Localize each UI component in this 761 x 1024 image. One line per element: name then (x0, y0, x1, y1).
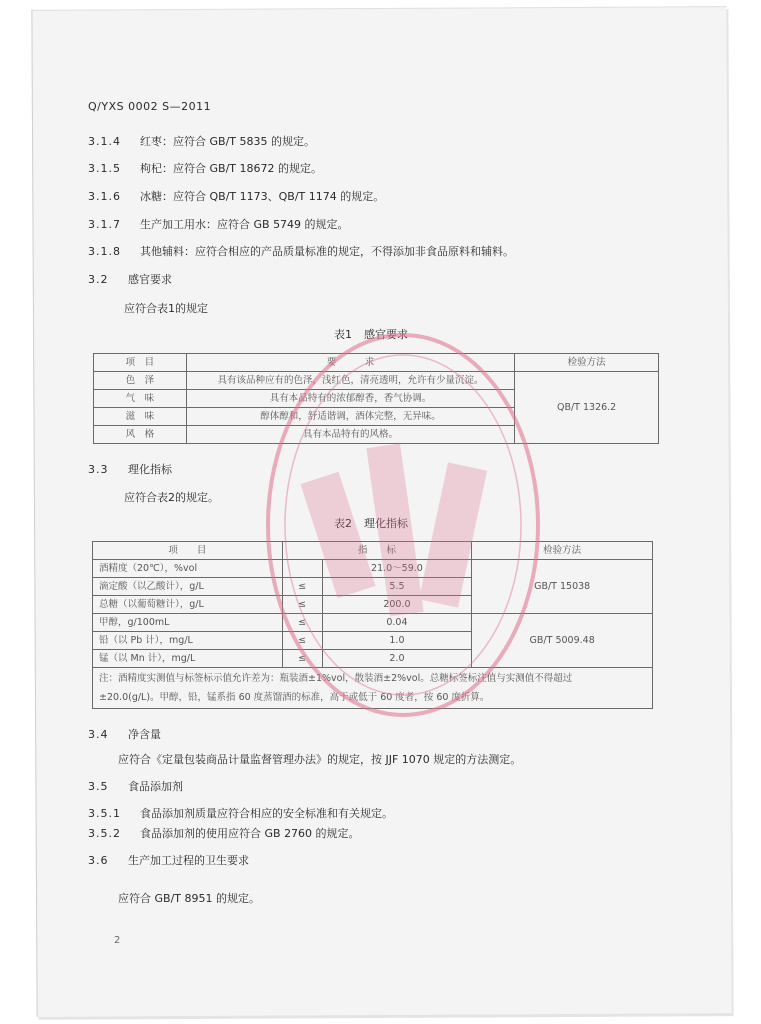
table1-caption-label: 表1 (334, 328, 352, 341)
clause-3-1-8 (88, 243, 514, 259)
section-3-3-heading (88, 461, 172, 477)
table-cell-requirement: 具有该品种应有的色泽，浅红色，清亮透明，允许有少量沉淀。 (186, 372, 514, 390)
clause-number: 3.1.8 (88, 245, 121, 258)
section-title: 食品添加剂 (128, 780, 183, 793)
page-number: 2 (114, 935, 121, 946)
table-note-cell (93, 668, 653, 709)
table-note-line: 注：酒精度实测值与标签标示值允许差为：瓶装酒±1%vol，散装酒±2%vol。总糖标签标注值与实测值不得超过 (99, 673, 573, 684)
section-3-6-heading (88, 852, 249, 868)
table-cell-requirement: 醇体醇和，舒适谐调，酒体完整，无异味。 (186, 408, 514, 426)
table-cell-operator (282, 560, 322, 578)
table-cell-value: 0.04 (322, 614, 472, 632)
section-number: 3.4 (88, 728, 109, 741)
table-row (93, 560, 653, 578)
clause-text: 食品添加剂质量应符合相应的安全标准和有关规定。 (140, 807, 393, 820)
section-3-4-heading (88, 726, 161, 742)
section-3-4-body: 应符合《定量包装商品计量监督管理办法》的规定，按 JJF 1070 规定的方法测定。 (118, 753, 522, 766)
clause-number: 3.1.6 (88, 190, 121, 203)
clause-3-5-1 (88, 805, 393, 821)
table-cell-item: 气 味 (94, 390, 187, 408)
clause-text: 冰糖：应符合 QB/T 1173、QB/T 1174 的规定。 (140, 190, 385, 203)
table-note-row (93, 668, 653, 709)
section-3-2-intro: 应符合表1的规定 (124, 302, 208, 315)
table-header-cell: 项 目 (93, 542, 283, 560)
table-cell-item: 酒精度（20℃），%vol (93, 560, 283, 578)
table-header-cell: 检验方法 (472, 542, 653, 560)
table-cell-item: 色 泽 (94, 372, 187, 390)
table-cell-value: 200.0 (322, 596, 472, 614)
table-cell-value: 21.0～59.0 (322, 560, 472, 578)
clause-number: 3.5.1 (88, 807, 121, 820)
table-cell-operator: ≤ (282, 596, 322, 614)
table2-physicochemical (92, 541, 653, 709)
clause-3-1-4 (88, 133, 315, 149)
table-cell-method: QB/T 1326.2 (515, 372, 659, 444)
clause-text: 生产加工用水：应符合 GB 5749 的规定。 (140, 218, 349, 231)
section-title: 理化指标 (128, 463, 172, 476)
section-number: 3.3 (88, 463, 109, 476)
section-title: 感官要求 (128, 273, 172, 286)
table-header-row (94, 354, 659, 372)
table-row (93, 614, 653, 632)
clause-text: 红枣：应符合 GB/T 5835 的规定。 (140, 135, 315, 148)
table-cell-method: GB/T 15038 (472, 560, 653, 614)
table-row (94, 372, 659, 390)
table-header-cell: 指 标 (282, 542, 472, 560)
table-cell-value: 5.5 (322, 578, 472, 596)
section-number: 3.5 (88, 780, 109, 793)
table-cell-item: 总糖（以葡萄糖计），g/L (93, 596, 283, 614)
clause-3-5-2 (88, 825, 360, 841)
table-cell-value: 1.0 (322, 632, 472, 650)
section-number: 3.2 (88, 273, 109, 286)
section-3-5-heading (88, 778, 183, 794)
table2-caption-label: 表2 (334, 517, 352, 530)
table-cell-operator: ≤ (282, 578, 322, 596)
table2-caption-title: 理化指标 (364, 517, 408, 530)
table-cell-item: 滴定酸（以乙酸计），g/L (93, 578, 283, 596)
document-id: Q/YXS 0002 S—2011 (88, 100, 212, 113)
clause-text: 枸杞：应符合 GB/T 18672 的规定。 (140, 162, 322, 175)
clause-3-1-7 (88, 216, 349, 232)
table-cell-item: 锰（以 Mn 计），mg/L (93, 650, 283, 668)
table-header-cell: 要 求 (186, 354, 514, 372)
section-title: 净含量 (128, 728, 161, 741)
clause-3-1-5 (88, 160, 322, 176)
clause-text: 食品添加剂的使用应符合 GB 2760 的规定。 (140, 827, 360, 840)
table-cell-item: 铅（以 Pb 计），mg/L (93, 632, 283, 650)
table1-caption (334, 326, 408, 342)
clause-text: 其他辅料：应符合相应的产品质量标准的规定，不得添加非食品原料和辅料。 (140, 245, 514, 258)
clause-number: 3.5.2 (88, 827, 121, 840)
clause-number: 3.1.4 (88, 135, 121, 148)
section-3-6-body: 应符合 GB/T 8951 的规定。 (118, 892, 260, 905)
table1-sensory (93, 353, 659, 444)
table-cell-item: 风 格 (94, 426, 187, 444)
table2-caption (334, 515, 408, 531)
table-cell-item: 滋 味 (94, 408, 187, 426)
table-cell-requirement: 具有本品特有的风格。 (186, 426, 514, 444)
section-3-3-intro: 应符合表2的规定。 (124, 491, 219, 504)
table1-caption-title: 感官要求 (364, 328, 408, 341)
table-header-cell: 检验方法 (515, 354, 659, 372)
table-cell-method: GB/T 5009.48 (472, 614, 653, 668)
table-cell-operator: ≤ (282, 614, 322, 632)
section-number: 3.6 (88, 854, 109, 867)
table-cell-operator: ≤ (282, 632, 322, 650)
clause-number: 3.1.7 (88, 218, 121, 231)
table-note-line: ±20.0(g/L)。甲醇，铅，锰系指 60 度蒸馏酒的标准，高于或低于 60 度者，按 60 度折算。 (99, 692, 490, 703)
clause-3-1-6 (88, 188, 384, 204)
table-header-cell: 项 目 (94, 354, 187, 372)
table-header-row (93, 542, 653, 560)
section-title: 生产加工过程的卫生要求 (128, 854, 249, 867)
table-cell-requirement: 具有本品特有的浓郁醇香，香气协调。 (186, 390, 514, 408)
section-3-2-heading (88, 271, 172, 287)
clause-number: 3.1.5 (88, 162, 121, 175)
table-cell-value: 2.0 (322, 650, 472, 668)
table-cell-operator: ≤ (282, 650, 322, 668)
table-cell-item: 甲醇，g/100mL (93, 614, 283, 632)
